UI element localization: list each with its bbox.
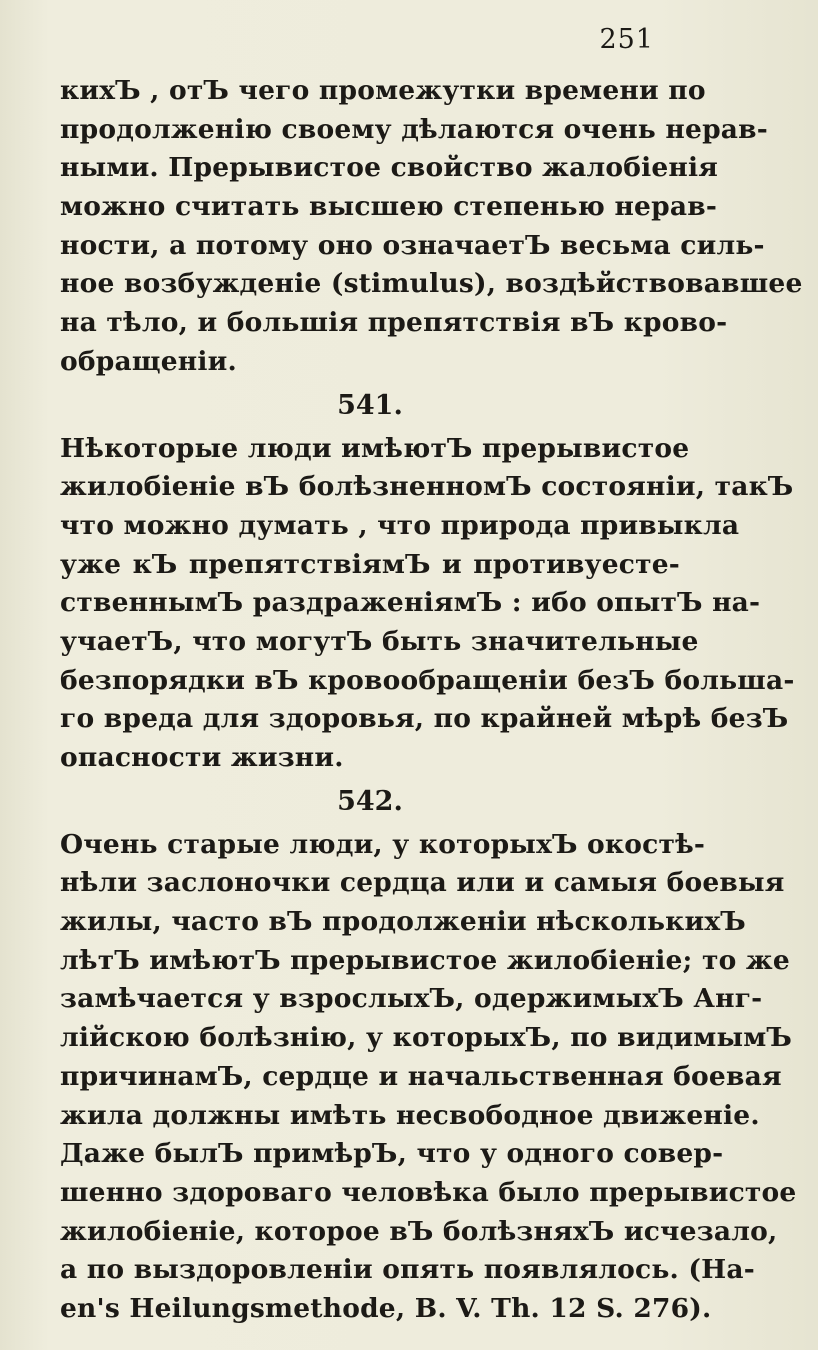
section-number-541: 541. [337,389,403,421]
section-541-paragraph [60,430,795,778]
text-line: нѣли заслоночки сердца или и самыя боевыя [60,867,785,899]
text-line: опасности жизни. [60,742,344,773]
text-line: обращеніи. [60,345,237,377]
text-line: шенно здороваго человѣка было прерывистое [60,1176,797,1208]
text-line: жилы, часто вЪ продолженіи нѣсколькихЪ [60,906,746,938]
text-line: жилобіеніе вЪ болѣзненномЪ состояніи, такЪ [60,471,794,503]
page-text [60,72,803,1329]
text-line: жилобіеніе, которое вЪ болѣзняхЪ исчезало, [60,1215,778,1247]
text-line: лѣтЪ имѣютЪ прерывистое жилобіеніе; то же [60,944,790,976]
intro-paragraph [60,72,803,382]
text-line: безпорядки вЪ кровообращеніи безЪ больша- [60,664,795,696]
text-line: Нѣкоторые люди имѣютЪ прерывистое [60,432,690,464]
text-line: продолженію своему дѣлаются очень нерав- [60,113,768,145]
text-line: учаетЪ, что могутЪ быть значительные [60,625,699,657]
text-line: замѣчается у взрослыхЪ, одержимыхЪ Анг- [60,983,763,1015]
text-line: ственнымЪ раздраженіямЪ : ибо опытЪ на- [60,587,761,619]
text-line: жила должны имѣть несвободное движеніе. [60,1099,760,1131]
text-line: а по выздоровленіи опять появлялось. (На- [60,1254,755,1286]
text-line: ными. Прерывистое свойство жалобіенія [60,152,719,184]
text-line: причинамЪ, сердце и начальственная боевая [60,1060,782,1092]
text-line: го вреда для здоровья, по крайней мѣрѣ безЪ [60,703,789,735]
text-line: en's Heilungsmethode, B. V. Th. 12 S. 276). [60,1292,712,1324]
text-line: уже кЪ препятствіямЪ и противуесте- [60,548,680,580]
text-line: лійскою болѣзнію, у которыхЪ, по видимымЪ [60,1022,793,1054]
section-number-542: 542. [337,785,403,817]
text-line: можно считать высшею степенью нерав- [60,191,718,223]
text-line: ное возбужденіе (stimulus), воздѣйствовавшее [60,268,803,300]
text-line: кихЪ , отЪ чего промежутки времени по [60,75,706,106]
text-line: что можно думать , что природа привыкла [60,509,740,541]
text-line: Очень старые люди, у которыхЪ окостѣ- [60,828,706,860]
text-line: на тѣло, и большія препятствія вЪ крово- [60,307,728,339]
section-542-paragraph [60,826,797,1329]
text-line: ности, а потому оно означаетЪ весьма силь- [60,229,765,261]
text-line: Даже былЪ примѣрЪ, что у одного совер- [60,1138,724,1170]
page-number: 251 [599,24,654,55]
